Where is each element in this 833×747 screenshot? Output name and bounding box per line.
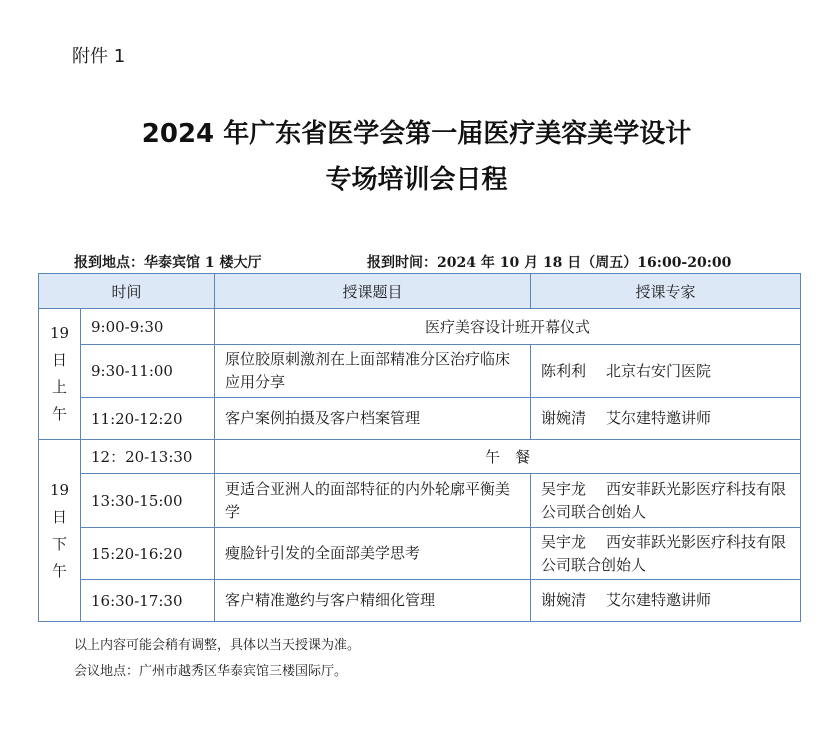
- topic-cell: 瘦脸针引发的全面部美学思考: [215, 528, 531, 580]
- table-header-row: [39, 274, 801, 309]
- expert-cell: [531, 345, 801, 398]
- expert-org: 艾尔建特邀讲师: [606, 409, 712, 427]
- header-expert: 授课专家: [531, 274, 801, 309]
- time-cell: 13:30-15:00: [81, 474, 215, 528]
- expert-name: 吴宇龙: [541, 532, 587, 551]
- expert-cell: [531, 580, 801, 622]
- expert-name: 谢婉清: [541, 409, 587, 427]
- table-row: [39, 440, 801, 474]
- topic-cell: 更适合亚洲人的面部特征的内外轮廓平衡美学: [215, 474, 531, 528]
- note-venue: 会议地点：广州市越秀区华泰宾馆三楼国际厅。: [74, 664, 348, 679]
- topic-cell: 客户案例拍摄及客户档案管理: [215, 398, 531, 440]
- expert-org: 西安菲跃光影医疗科技有限公司联合创始人: [541, 532, 787, 574]
- time-cell: 15:20-16:20: [81, 528, 215, 580]
- topic-cell: 医疗美容设计班开幕仪式: [215, 309, 801, 345]
- attachment-label: 附件 1: [72, 46, 126, 67]
- header-time: 时间: [39, 274, 215, 309]
- checkin-location: 报到地点：华泰宾馆 1 楼大厅: [74, 255, 262, 271]
- time-cell: 11:20-12:20: [81, 398, 215, 440]
- topic-cell: 午 餐: [215, 440, 801, 474]
- expert-org: 艾尔建特邀讲师: [606, 591, 712, 609]
- page-title-line2: 专场培训会日程: [325, 165, 508, 195]
- time-cell: 16:30-17:30: [81, 580, 215, 622]
- table-row: [39, 580, 801, 622]
- header-topic: 授课题目: [215, 274, 531, 309]
- expert-org: 西安菲跃光影医疗科技有限公司联合创始人: [541, 479, 787, 521]
- expert-org: 北京右安门医院: [606, 361, 712, 380]
- afternoon-day-label: 19 日 下 午: [39, 440, 81, 622]
- note-adjustment: 以上内容可能会稍有调整，具体以当天授课为准。: [74, 638, 361, 653]
- time-cell: 12：20-13:30: [81, 440, 215, 474]
- table-row: [39, 309, 801, 345]
- page-title-line1: 2024 年广东省医学会第一届医疗美容美学设计: [141, 119, 692, 149]
- expert-name: 谢婉清: [541, 591, 587, 609]
- time-cell: 9:30-11:00: [81, 345, 215, 398]
- table-row: [39, 345, 801, 398]
- expert-name: 吴宇龙: [541, 479, 587, 498]
- topic-cell: 原位胶原刺激剂在上面部精准分区治疗临床应用分享: [215, 345, 531, 398]
- morning-day-label: 19 日 上 午: [39, 309, 81, 440]
- table-row: [39, 474, 801, 528]
- expert-cell: [531, 528, 801, 580]
- expert-cell: [531, 398, 801, 440]
- time-cell: 9:00-9:30: [81, 309, 215, 345]
- table-row: [39, 528, 801, 580]
- expert-name: 陈利利: [541, 361, 587, 380]
- schedule-table: [38, 273, 801, 622]
- topic-cell: 客户精准邀约与客户精细化管理: [215, 580, 531, 622]
- expert-cell: [531, 474, 801, 528]
- table-row: [39, 398, 801, 440]
- checkin-time: 报到时间：2024 年 10 月 18 日（周五）16:00-20:00: [367, 255, 732, 271]
